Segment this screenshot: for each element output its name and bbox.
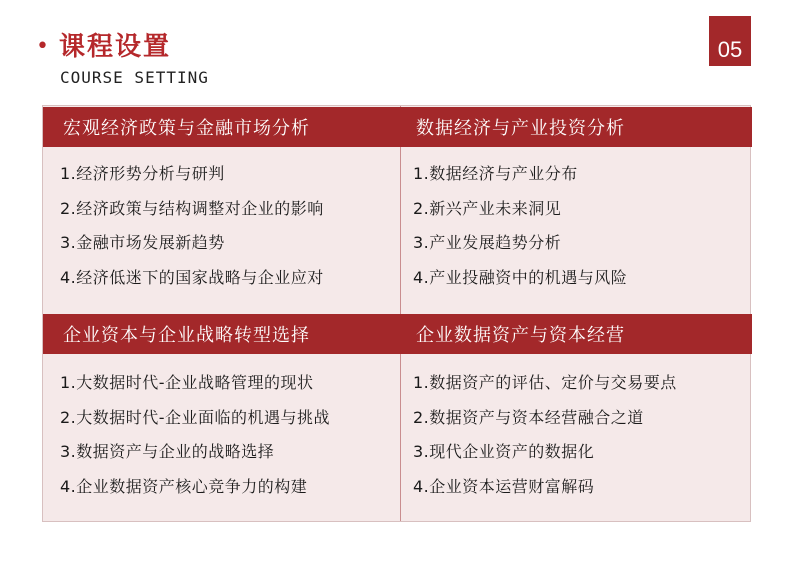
section-header-data-assets: 企业数据资产与资本经营 [400,314,752,354]
section-list-macro [60,157,324,295]
list-item: 3.金融市场发展新趋势 [60,233,225,252]
list-item: 1.数据资产的评估、定价与交易要点 [413,373,677,392]
list-item: 2.经济政策与结构调整对企业的影响 [60,198,324,218]
list-item: 4.企业数据资产核心竞争力的构建 [60,476,308,496]
page-subtitle: COURSE SETTING [60,68,209,87]
page-title: 课程设置 [58,32,171,62]
list-item: 2.新兴产业未来洞见 [413,198,562,218]
section-list-data-assets [413,366,677,504]
title-row [36,34,171,60]
section-header-strategy: 企业资本与企业战略转型选择 [43,314,400,354]
section-header-macro: 宏观经济政策与金融市场分析 [43,107,400,147]
list-item: 1.经济形势分析与研判 [60,164,225,183]
section-list-data-economy [413,157,627,295]
list-item: 2.大数据时代-企业面临的机遇与挑战 [60,407,331,427]
list-item: 4.企业资本运营财富解码 [413,476,595,496]
list-item: 2.数据资产与资本经营融合之道 [413,407,644,427]
list-item: 3.产业发展趋势分析 [413,233,562,252]
list-item: 1.数据经济与产业分布 [413,164,578,183]
course-grid [42,105,751,522]
section-header-data-economy: 数据经济与产业投资分析 [400,107,752,147]
list-item: 4.经济低迷下的国家战略与企业应对 [60,267,324,287]
title-bullet: • [36,34,49,59]
section-list-strategy [60,366,330,504]
list-item: 4.产业投融资中的机遇与风险 [413,267,628,287]
list-item: 3.现代企业资产的数据化 [413,442,595,461]
list-item: 3.数据资产与企业的战略选择 [60,442,275,461]
page-number-badge: 05 [709,16,751,66]
list-item: 1.大数据时代-企业战略管理的现状 [60,373,314,392]
